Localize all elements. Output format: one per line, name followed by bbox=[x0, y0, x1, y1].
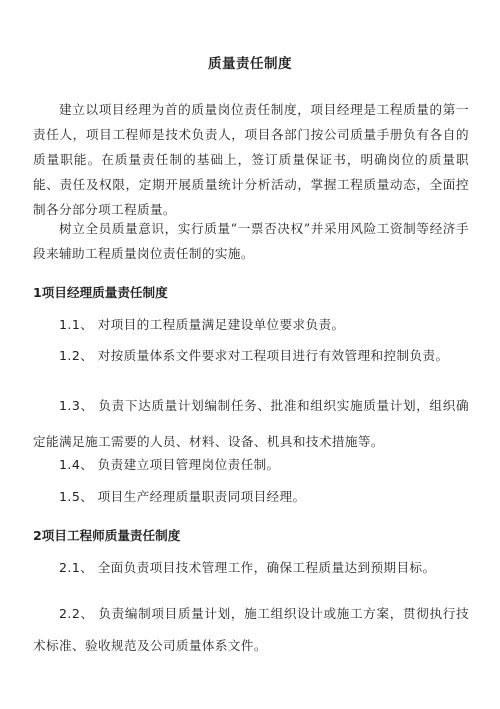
list-item-2-1 bbox=[33, 555, 469, 581]
item-number: 1.2、 bbox=[59, 348, 94, 363]
list-item-1-4 bbox=[33, 452, 469, 478]
item-text: 对项目的工程质量满足建设单位要求负责。 bbox=[97, 317, 345, 332]
item-text: 负责下达质量计划编制任务、批准和组织实施质量计划，组织确定能满足施工需要的人员、材料、设备、机具和技术措施等。 bbox=[33, 398, 469, 449]
item-text: 负责建立项目管理岗位责任制。 bbox=[97, 457, 280, 472]
item-number: 2.2、 bbox=[59, 606, 94, 621]
list-item-1-5 bbox=[33, 484, 469, 510]
item-number: 2.1、 bbox=[59, 560, 94, 575]
item-text: 对按质量体系文件要求对工程项目进行有效管理和控制负责。 bbox=[97, 348, 449, 363]
document-title: 质量责任制度 bbox=[208, 56, 292, 72]
list-item-1-3 bbox=[33, 388, 469, 460]
list-item-1-1 bbox=[33, 312, 469, 338]
intro-paragraph-1: 建立以项目经理为首的质量岗位责任制度，项目经理是工程质量的第一责任人，项目工程师是技术负责人，项目各部门按公司质量手册负有各自的质量职能。在质量责任制的基础上，签订质量保证书，明确岗位的质量职能、责任及权限，定期开展质量统计分析活动，掌握工程质量动态，全面控制各分部分项工程质量。 bbox=[33, 102, 469, 217]
item-text: 负责编制项目质量计划，施工组织设计或施工方案，贯彻执行技术标准、验收规范及公司质量体系文件。 bbox=[33, 606, 469, 653]
item-number: 1.1、 bbox=[59, 317, 94, 332]
item-text: 全面负责项目技术管理工作，确保工程质量达到预期目标。 bbox=[97, 560, 436, 575]
item-number: 1.3、 bbox=[59, 398, 94, 413]
list-item-2-2 bbox=[33, 598, 469, 662]
section-heading-2: 2项目工程师质量责任制度 bbox=[33, 528, 181, 543]
item-number: 1.5、 bbox=[59, 489, 94, 504]
intro-paragraph-2: 树立全员质量意识，实行质量“一票否决权”并采用风险工资制等经济手段来辅助工程质量岗位责任制的实施。 bbox=[33, 221, 469, 261]
section-heading-1: 1项目经理质量责任制度 bbox=[33, 285, 168, 300]
item-text: 项目生产经理质量职责同项目经理。 bbox=[97, 489, 306, 504]
list-item-1-2 bbox=[33, 343, 469, 369]
item-number: 1.4、 bbox=[59, 457, 94, 472]
